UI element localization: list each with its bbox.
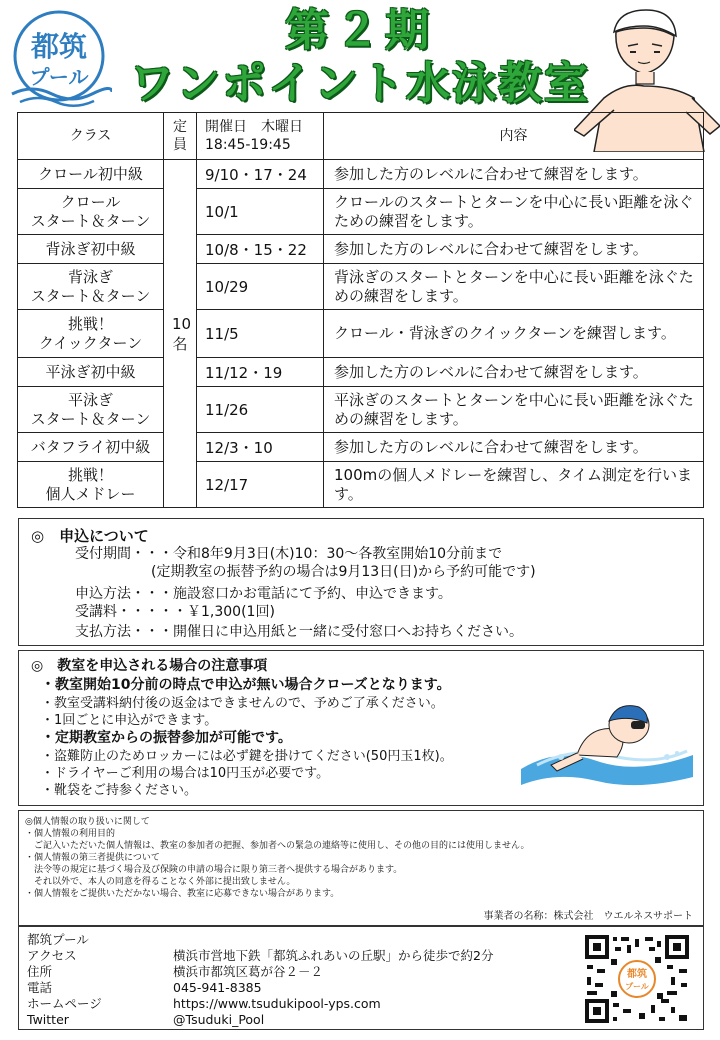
facility-name: 都筑プール	[27, 932, 89, 947]
notice-title: ◎ 教室を申込される場合の注意事項	[31, 658, 268, 674]
privacy-line: それ以外で、本人の同意を得ることなく外部に提出致しません。	[25, 877, 296, 887]
notice-item: ・定期教室からの振替参加が可能です。	[41, 730, 292, 746]
application-payment: 支払方法・・・開催日に申込用紙と一緒に受付窓口へお持ちください。	[75, 624, 523, 640]
table-row	[18, 264, 704, 310]
privacy-line: ・個人情報をご提供いただかない場合、教室に応募できない場合があります。	[25, 889, 340, 899]
class-name: 平泳ぎ スタート＆ターン	[18, 387, 164, 433]
twitter-handle[interactable]: @Tsuduki_Pool	[173, 1012, 265, 1027]
class-date: 10/29	[197, 264, 324, 310]
class-name: クロール初中級	[18, 160, 164, 189]
application-method: 申込方法・・・施設窓口かお電話にて予約、申込できます。	[75, 586, 452, 602]
class-desc: 平泳ぎのスタートとターンを中心に長い距離を泳ぐための練習をします。	[324, 387, 704, 433]
class-desc: クロール・背泳ぎのクイックターンを練習します。	[324, 310, 704, 358]
notice-item: ・1回ごとに申込ができます。	[41, 713, 218, 728]
application-section	[18, 518, 704, 646]
class-name: 挑戦！ クイックターン	[18, 310, 164, 358]
table-row	[18, 160, 704, 189]
swimming-kid-illustration	[517, 695, 695, 791]
notice-section	[18, 650, 704, 806]
class-date: 11/5	[197, 310, 324, 358]
class-desc: 参加した方のレベルに合わせて練習をします。	[324, 433, 704, 462]
table-header-row	[18, 113, 704, 160]
class-date: 12/17	[197, 462, 324, 508]
title-term: 第２期	[285, 5, 435, 56]
phone-label: 電話	[27, 980, 53, 995]
class-desc: 参加した方のレベルに合わせて練習をします。	[324, 358, 704, 387]
class-desc: 背泳ぎのスタートとターンを中心に長い距離を泳ぐための練習をします。	[324, 264, 704, 310]
class-name: 挑戦！ 個人メドレー	[18, 462, 164, 508]
class-date: 11/26	[197, 387, 324, 433]
header-class: クラス	[18, 113, 164, 160]
privacy-line: 法令等の規定に基づく場合及び保険の申請の場合に限り第三者へ提供する場合があります。	[25, 865, 403, 875]
access-label: アクセス	[27, 948, 77, 963]
class-date: 12/3・10	[197, 433, 324, 462]
table-row	[18, 189, 704, 235]
notice-item: ・ドライヤーご利用の場合は10円玉が必要です。	[41, 766, 330, 781]
table-row	[18, 310, 704, 358]
privacy-section	[18, 810, 704, 926]
class-name: 背泳ぎ初中級	[18, 235, 164, 264]
website-label: ホームページ	[27, 996, 102, 1011]
qr-logo-text-top: 都筑	[627, 969, 647, 980]
application-fee: 受講料・・・・・￥1,300(1回)	[75, 604, 275, 620]
website-link[interactable]: https://www.tsudukipool-yps.com	[173, 996, 381, 1011]
facility-info-section	[18, 926, 704, 1030]
header-date: 開催日 木曜日 18:45-19:45	[197, 113, 324, 160]
table-row	[18, 358, 704, 387]
class-name: クロール スタート＆ターン	[18, 189, 164, 235]
privacy-line: ご記入いただいた個人情報は、教室の参加者の把握、参加者への緊急の連絡等に使用し、その他の目的には使用しません。	[25, 841, 530, 851]
title-main: ワンポイント水泳教室	[130, 58, 590, 109]
address-value: 横浜市都筑区葛が谷２－２	[173, 964, 324, 979]
header-content: 内容	[324, 113, 704, 160]
operator-name: 事業者の名称：株式会社 ウエルネスサポート	[483, 911, 693, 922]
class-name: バタフライ初中級	[18, 433, 164, 462]
table-row	[18, 235, 704, 264]
access-value: 横浜市営地下鉄「都筑ふれあいの丘駅」から徒歩で約2分	[173, 948, 494, 963]
address-label: 住所	[27, 964, 53, 979]
phone-value[interactable]: 045-941-8385	[173, 980, 262, 995]
class-name: 平泳ぎ初中級	[18, 358, 164, 387]
class-desc: 参加した方のレベルに合わせて練習をします。	[324, 160, 704, 189]
class-date: 9/10・17・24	[197, 160, 324, 189]
schedule-table	[17, 112, 704, 508]
class-desc: クロールのスタートとターンを中心に長い距離を泳ぐための練習をします。	[324, 189, 704, 235]
notice-item: ・靴袋をご持参ください。	[41, 783, 198, 798]
logo-text-bottom: プール	[29, 65, 89, 89]
class-date: 10/8・15・22	[197, 235, 324, 264]
capacity-cell: 10名	[164, 160, 197, 508]
table-row	[18, 462, 704, 508]
table-row	[18, 387, 704, 433]
class-date: 10/1	[197, 189, 324, 235]
privacy-line: ◎個人情報の取り扱いに関して	[25, 817, 150, 827]
application-title: ◎ 申込について	[31, 527, 149, 545]
notice-item: ・教室受講料納付後の返金はできませんので、予めご了承ください。	[41, 696, 444, 711]
privacy-line: ・個人情報の第三者提供について	[25, 853, 160, 863]
logo-text-top: 都筑	[30, 30, 88, 63]
class-desc: 参加した方のレベルに合わせて練習をします。	[324, 235, 704, 264]
application-period: 受付期間・・・令和8年9月3日(木)10：30～各教室開始10分前まで	[75, 546, 503, 562]
notice-item: ・教室開始10分前の時点で申込が無い場合クローズとなります。	[41, 677, 451, 693]
class-desc: 100mの個人メドレーを練習し、タイム測定を行います。	[324, 462, 704, 508]
twitter-label: Twitter	[27, 1012, 69, 1027]
table-row	[18, 433, 704, 462]
qr-logo-text-bottom: プール	[625, 982, 649, 991]
privacy-line: ・個人情報の利用目的	[25, 829, 116, 839]
class-date: 11/12・19	[197, 358, 324, 387]
notice-item: ・盗難防止のためロッカーには必ず鍵を掛けてください(50円玉1枚)。	[41, 749, 453, 764]
class-name: 背泳ぎ スタート＆ターン	[18, 264, 164, 310]
header-capacity: 定員	[164, 113, 197, 160]
application-period-note: (定期教室の振替予約の場合は9月13日(日)から予約可能です)	[151, 564, 536, 580]
qr-code[interactable]	[583, 933, 691, 1025]
